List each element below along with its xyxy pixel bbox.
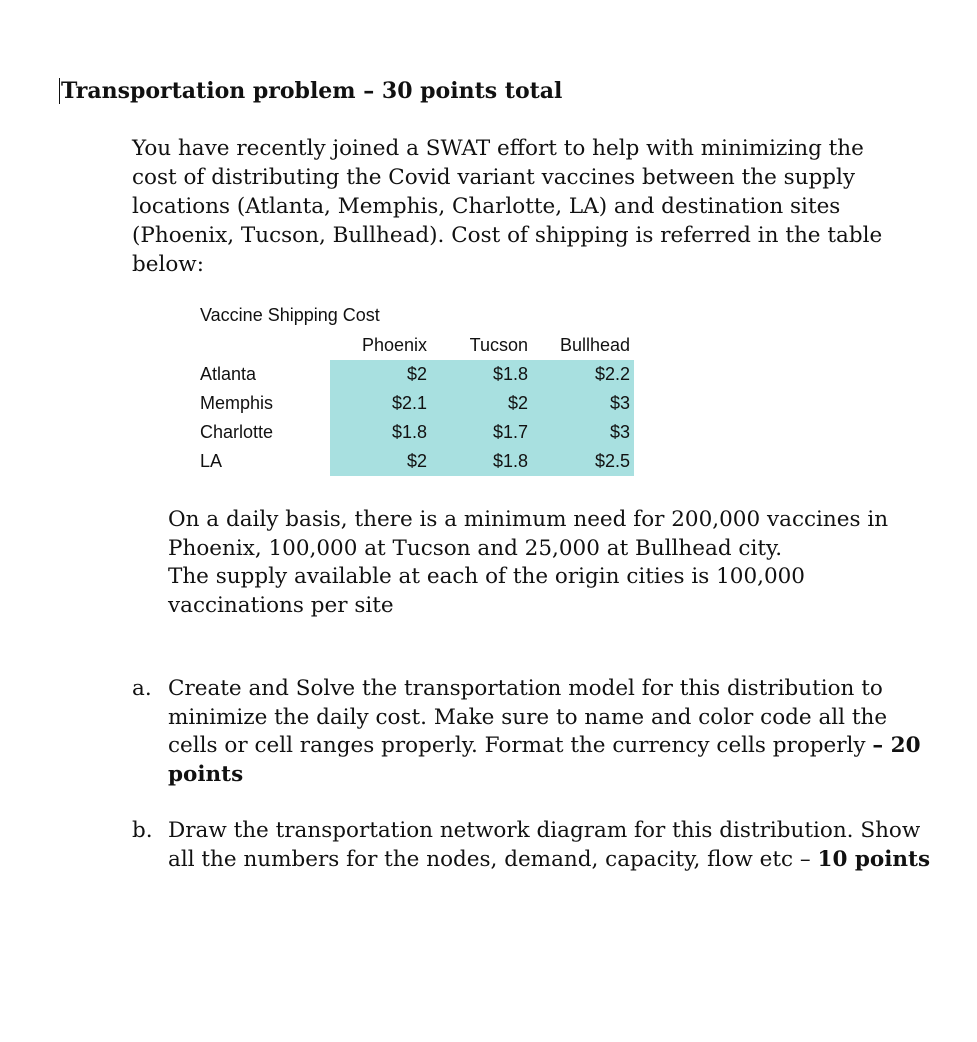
table-caption: Vaccine Shipping Cost: [200, 305, 380, 325]
column-header-bullhead: Bullhead: [559, 335, 630, 355]
cost-cell: $1.8: [431, 360, 532, 389]
question-text: Draw the transportation network diagram for this distribution. Show all the numbers for the nodes, demand, capacity, flow etc –: [168, 818, 921, 872]
question-letter: a.: [132, 676, 152, 701]
column-header-phoenix: Phoenix: [361, 335, 427, 355]
row-label-origin: Atlanta: [200, 364, 257, 384]
cost-cell: $1.7: [431, 418, 532, 447]
row-label-origin: Charlotte: [200, 422, 274, 442]
table-row: [196, 418, 634, 447]
question-list: [132, 675, 932, 902]
cost-cell: $2: [431, 389, 532, 418]
column-header-tucson: Tucson: [469, 335, 528, 355]
page-title: Transportation problem – 30 points total: [61, 78, 563, 104]
question-letter: b.: [132, 818, 153, 843]
table-row: [196, 447, 634, 476]
question-text: Create and Solve the transportation model for this distribution to minimize the daily cost. Make sure to name and color code all the cells or cell ranges properly. Format the currency cells properly: [168, 676, 888, 758]
question-item: [132, 817, 932, 874]
text-cursor: [59, 78, 60, 104]
table-header-row: [196, 331, 634, 360]
row-label-origin: LA: [200, 451, 223, 471]
cost-cell: $3: [532, 389, 634, 418]
demand-supply-block: [168, 506, 928, 620]
question-body: [168, 817, 932, 874]
question-points: 10 points: [817, 846, 931, 872]
shipping-cost-table: [196, 331, 634, 476]
cost-cell: $1.8: [431, 447, 532, 476]
empty-header-cell: [196, 331, 330, 360]
supply-text: The supply available at each of the origin cities is 100,000 vaccinations per site: [168, 564, 805, 618]
cost-cell: $2.5: [532, 447, 634, 476]
table-row: [196, 360, 634, 389]
question-body: [168, 675, 932, 789]
row-label-origin: Memphis: [200, 393, 274, 413]
cost-cell: $2: [330, 447, 431, 476]
question-item: [132, 675, 932, 789]
cost-cell: $2: [330, 360, 431, 389]
cost-cell: $1.8: [330, 418, 431, 447]
cost-cell: $3: [532, 418, 634, 447]
cost-cell: $2.1: [330, 389, 431, 418]
cost-cell: $2.2: [532, 360, 634, 389]
demand-text: On a daily basis, there is a minimum need for 200,000 vaccines in Phoenix, 100,000 at Tucson and 25,000 at Bullhead city.: [168, 507, 889, 561]
intro-paragraph: You have recently joined a SWAT effort to help with minimizing the cost of distributing the Covid variant vaccines between the supply locations (Atlanta, Memphis, Charlotte, LA) and destination sites (Phoenix, Tucson, Bullhead). Cost of shipping is referred in the table below:: [132, 136, 883, 277]
question-points: – 20 points: [168, 733, 921, 787]
table-row: [196, 389, 634, 418]
